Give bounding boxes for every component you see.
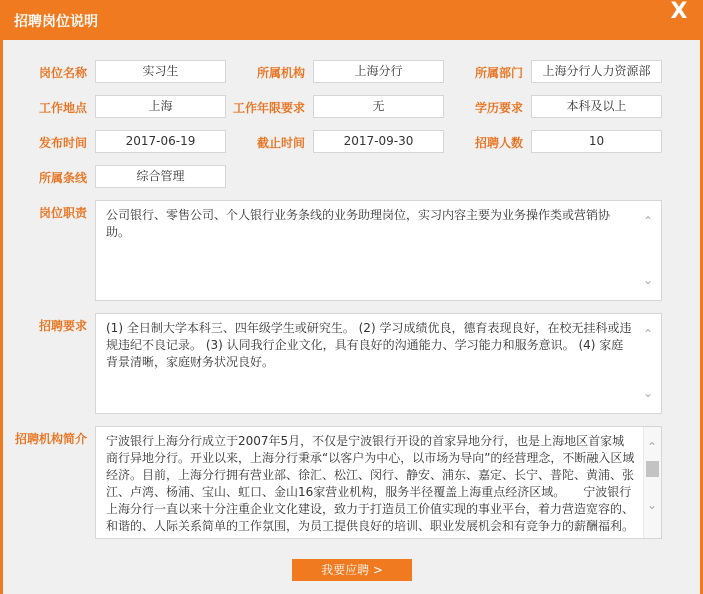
duties-textarea[interactable]	[95, 200, 662, 301]
dialog-title: 招聘岗位说明	[14, 14, 98, 30]
org-intro-text: 宁波银行上海分行成立于2007年5月，不仅是宁波银行开设的首家异地分行，也是上海地区首家城商行异地分行。开业以来，上海分行秉承“以客户为中心，以市场为导向”的经营理念，不断融入区域经济。目前，上海分行拥有营业部、徐汇、松江、闵行、静安、浦东、嘉定、长宁、普陀、黄浦、张江、卢湾、杨浦、宝山、虹口、金山16家营业机构，服务半径覆盖上海重点经济区域。 宁波银行上海分行一直以来十分注重企业文化建设，致力于打造员工价值实现的事业平台，着力营造宽容的、和谐的、人际关系简单的工作氛围，为员工提供良好的培训、职业发展机会和有竞争力的薪酬福利。	[106, 434, 635, 533]
department-field: 上海分行人力资源部	[531, 60, 662, 83]
dialog-titlebar	[0, 0, 703, 40]
organization-field: 上海分行	[313, 60, 444, 83]
chevron-down-icon[interactable]: ⌄	[642, 273, 654, 287]
chevron-up-icon[interactable]: ⌃	[646, 440, 658, 454]
requirements-textarea[interactable]	[95, 313, 662, 414]
scroll-thumb[interactable]	[646, 461, 659, 477]
headcount-field: 10	[531, 130, 662, 153]
publish-date-label: 发布时间	[39, 136, 88, 150]
org-intro-textarea[interactable]	[95, 426, 662, 539]
business-line-label: 所属条线	[39, 171, 88, 185]
location-field: 上海	[95, 95, 226, 118]
position-name-field: 实习生	[95, 60, 226, 83]
department-label: 所属部门	[475, 66, 524, 80]
apply-button[interactable]: 我要应聘 >	[292, 559, 412, 581]
publish-date-field: 2017-06-19	[95, 130, 226, 153]
duties-label: 岗位职责	[39, 206, 88, 220]
experience-field: 无	[313, 95, 444, 118]
requirements-text: (1) 全日制大学本科三、四年级学生或研究生。 (2) 学习成绩优良，德育表现良好，在校无挂科或违规违纪不良记录。 (3) 认同我行企业文化，具有良好的沟通能力、学习能力和服务意识。 (4) 家庭背景清晰，家庭财务状况良好。	[106, 321, 632, 369]
duties-text: 公司银行、零售公司、个人银行业务条线的业务助理岗位，实习内容主要为业务操作类或营销协助。	[106, 208, 611, 239]
close-button[interactable]: X	[670, 0, 688, 24]
deadline-field: 2017-09-30	[313, 130, 444, 153]
chevron-up-icon[interactable]: ⌃	[642, 214, 654, 228]
org-intro-label: 招聘机构简介	[15, 432, 88, 446]
location-label: 工作地点	[39, 101, 88, 115]
business-line-field: 综合管理	[95, 165, 226, 188]
experience-label: 工作年限要求	[233, 101, 306, 115]
deadline-label: 截止时间	[257, 136, 306, 150]
chevron-down-icon[interactable]: ⌄	[646, 498, 658, 512]
education-label: 学历要求	[475, 101, 524, 115]
position-name-label: 岗位名称	[39, 66, 88, 80]
chevron-up-icon[interactable]: ⌃	[642, 327, 654, 341]
requirements-label: 招聘要求	[39, 319, 88, 333]
headcount-label: 招聘人数	[475, 136, 524, 150]
organization-label: 所属机构	[257, 66, 306, 80]
scrollbar[interactable]	[643, 427, 661, 538]
chevron-down-icon[interactable]: ⌄	[642, 386, 654, 400]
education-field: 本科及以上	[531, 95, 662, 118]
